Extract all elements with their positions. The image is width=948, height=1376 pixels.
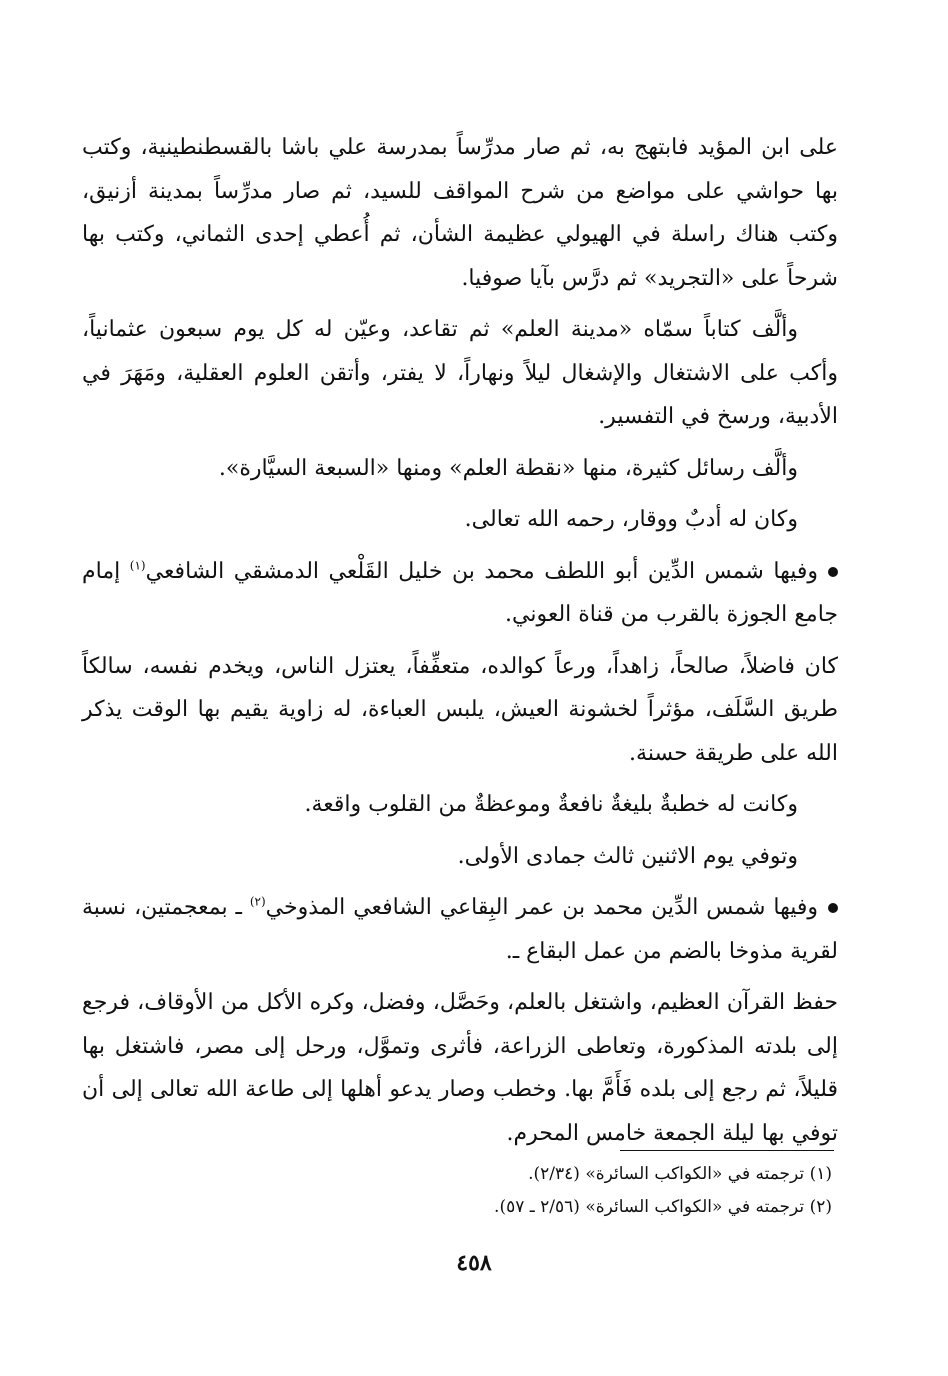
footnote-divider xyxy=(620,1150,834,1151)
bullet-icon xyxy=(828,567,838,577)
footnote-2: (٢) ترجمته في «الكواكب السائرة» (٢/٥٦ ـ ٥٧). xyxy=(494,1197,832,1217)
footnote-ref-2: (٢) xyxy=(249,894,266,909)
paragraph-8: وتوفي يوم الاثنين ثالث جمادى الأولى. xyxy=(457,843,798,869)
entry-heading-text: وفيها شمس الدِّين أبو اللطف محمد بن خليل القَلْعي الدمشقي الشافعي xyxy=(145,558,819,584)
paragraph-1: على ابن المؤيد فابتهج به، ثم صار مدرِّساً بمدرسة علي باشا بالقسطنطينية، وكتب بها حواشي على مواضع من شرح المواقف للسيد، ثم صار مدرِّساً بمدينة أزنيق، وكتب هناك راسلة في الهيولي عظيمة الشأن، ثم أُعطي إحدى الثماني، وكتب بها شرحاً على «التجريد» ثم درَّس بآيا صوفيا. xyxy=(82,135,838,291)
main-text xyxy=(82,126,838,1163)
paragraph-4: وكان له أدبٌ ووقار، رحمه الله تعالى. xyxy=(464,507,798,532)
entry-heading-text: وفيها شمس الدِّين محمد بن عمر البِقاعي الشافعي المذوخي xyxy=(265,895,818,920)
paragraph-6: كان فاضلاً، صالحاً، زاهداً، ورعاً كوالده، متعفِّفاً، يعتزل الناس، ويخدم نفسه، سالكاً طريق السَّلَف، مؤثراً لخشونة العيش، يلبس العباءة، له زاوية يقيم بها الوقت يذكر الله على طريقة حسنة. xyxy=(82,653,838,766)
paragraph-3: وألَّف رسائل كثيرة، منها «نقطة العلم» ومنها «السبعة السيَّارة». xyxy=(218,455,798,481)
paragraph-7: وكانت له خطبةٌ بليغةٌ نافعةٌ وموعظةٌ من القلوب واقعة. xyxy=(304,792,798,817)
paragraph-10: حفظ القرآن العظيم، واشتغل بالعلم، وحَصَّل، وفضل، وكره الأكل من الأوقاف، فرجع إلى بلدته المذكورة، وتعاطى الزراعة، فأثرى وتموَّل، ورحل إلى مصر، فاشتغل بها قليلاً، ثم رجع إلى بلده فَأَمَّ بها. وخطب وصار يدعو أهلها إلى طاعة الله تعالى إلى أن توفي بها ليلة الجمعة خامس المحرم. xyxy=(82,990,839,1146)
entry-shams-al-biqai xyxy=(82,886,838,973)
footnote-ref-1: (١) xyxy=(129,558,146,573)
entry-heading-rest: إمام جامع الجوزة بالقرب من قناة العوني. xyxy=(82,558,838,627)
paragraph-2: وألَّف كتاباً سمّاه «مدينة العلم» ثم تقاعد، وعيّن له كل يوم سبعون عثمانياً، وأكب على الاشتغال والإشغال ليلاً ونهاراً، لا يفتر، وأتقن العلوم العقلية، ومَهَرَ في الأدبية، ورسخ في التفسير. xyxy=(82,317,838,429)
page-number: ٤٥٨ xyxy=(456,1250,492,1276)
footnotes xyxy=(82,1158,832,1224)
footnote-1: (١) ترجمته في «الكواكب السائرة» (٢/٣٤). xyxy=(528,1164,832,1184)
entry-shams-al-qalai xyxy=(82,550,838,637)
bullet-icon xyxy=(828,903,838,913)
entry-heading-rest: ـ بمعجمتين، نسبة لقرية مذوخا بالضم من عمل البقاع ـ. xyxy=(82,895,838,964)
